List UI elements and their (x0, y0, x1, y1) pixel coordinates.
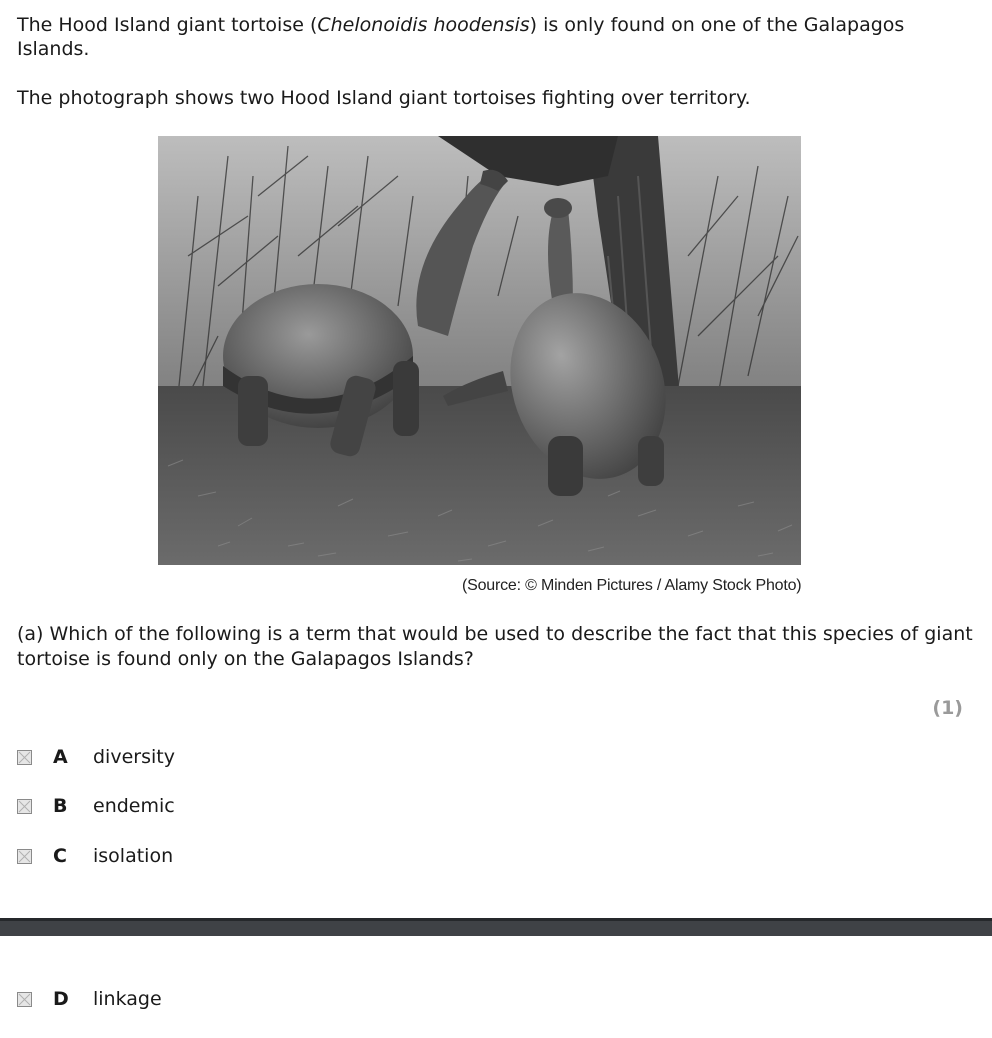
option-text: diversity (93, 746, 175, 768)
option-b[interactable] (17, 794, 175, 818)
option-text: linkage (93, 988, 162, 1010)
option-text: endemic (93, 795, 175, 817)
question-text: (a) Which of the following is a term that would be used to describe the fact that this species of giant tortoise is found only on the Galapagos Islands? (17, 623, 973, 670)
checkbox-icon[interactable] (17, 799, 32, 814)
option-letter: C (53, 845, 67, 867)
checkbox-icon[interactable] (17, 849, 32, 864)
intro-suffix: ) is only found on one of the Galapagos Islands. (17, 14, 905, 60)
page-divider (0, 918, 992, 936)
photo-source-credit: (Source: © Minden Pictures / Alamy Stock Photo) (462, 577, 802, 594)
checkbox-icon[interactable] (17, 750, 32, 765)
option-text: isolation (93, 845, 174, 867)
option-letter: B (53, 795, 68, 817)
option-c[interactable] (17, 844, 173, 868)
intro-prefix: The Hood Island giant tortoise ( (17, 14, 318, 36)
checkbox-icon[interactable] (17, 992, 32, 1007)
option-letter: D (53, 988, 69, 1010)
option-d[interactable] (17, 987, 162, 1011)
photo-intro-text: The photograph shows two Hood Island giant tortoises fighting over territory. (17, 87, 751, 109)
option-letter: A (53, 746, 68, 768)
intro-text (17, 13, 967, 61)
option-a[interactable] (17, 745, 175, 769)
question-marks: (1) (932, 697, 963, 719)
tortoise-photo (158, 136, 801, 565)
species-name: Chelonoidis hoodensis (317, 14, 530, 36)
